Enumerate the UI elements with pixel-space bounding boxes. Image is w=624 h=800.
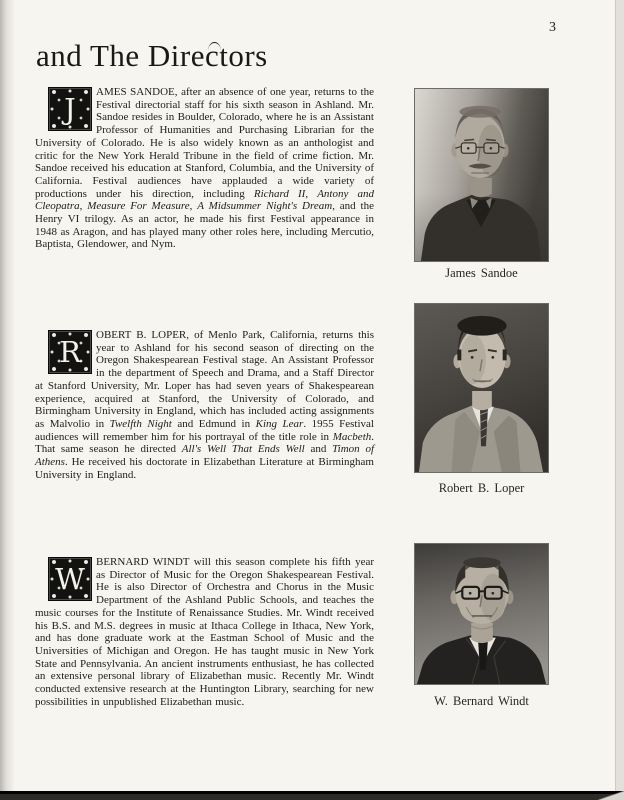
director-paragraph-text: AMES SANDOE, after an absence of one year, returns to the Festival directorial staff for his sixth season in Ashland. Mr. Sandoe resides in Boulder, Colorado, where he is an Assistant Professor of Humanities and Purchasing Librarian for the University of Colorado. He is also widely known as an anthologist and critic for the New York Herald Tribune in the field of crime fiction. Mr. Sandoe received his education at Stanford, Columbia, and the University of California. Festival audiences have applauded a wide variety of productions under his direction, including Richard II, Antony and Cleopatra, Measure For Measure, A Midsummer Night's Dream, and the Henry VI trilogy. As an actor, he made his first Festival appearance in 1948 as Aragon, and has played many other roles here, including Mercutio, Baptista, Glendower, and Nym. bbox=[35, 86, 374, 251]
page-title-post: ors bbox=[228, 38, 268, 73]
director-paragraph-bernard-windt bbox=[35, 556, 374, 708]
dropcap-initial-w: W bbox=[48, 557, 92, 601]
scan-left-edge-shadow bbox=[0, 0, 15, 791]
scan-bottom-corner bbox=[598, 791, 624, 800]
page-title bbox=[36, 38, 268, 74]
director-paragraph-james-sandoe bbox=[35, 86, 374, 251]
photo-caption-james-sandoe: James Sandoe bbox=[445, 266, 518, 280]
director-paragraph-robert-loper bbox=[35, 329, 374, 481]
photo-caption-robert-loper: Robert B. Loper bbox=[438, 481, 525, 495]
portrait-illustration bbox=[415, 89, 548, 261]
portrait-illustration bbox=[415, 304, 548, 472]
scan-bottom-edge bbox=[0, 791, 624, 800]
page-number: 3 bbox=[549, 20, 556, 35]
portrait-illustration bbox=[415, 544, 548, 684]
page-title-pre: and The Dire bbox=[36, 38, 205, 73]
dropcap-initial-r: R bbox=[48, 330, 92, 374]
dropcap-initial-j: J bbox=[48, 87, 92, 131]
scan-right-edge bbox=[615, 0, 624, 791]
photo-caption-bernard-windt: W. Bernard Windt bbox=[434, 694, 529, 708]
portrait-photo-james-sandoe bbox=[414, 88, 549, 262]
portrait-photo-robert-loper bbox=[414, 303, 549, 473]
director-paragraph-text: BERNARD WINDT will this season complete his fifth year as Director of Music for the Oregon Shakespearean Festival. He is also Director of Orchestra and Chorus in the Music Department of the Ashland Public Schools, and teaches the music courses for the Institute of Renaissance Studies. Mr. Windt received his B.S. and M.S. degrees in music at Ithaca College in Ithaca, New York, and has done graduate work at the Eastman School of Music and the Universities of Michigan and Oregon. He has taught music in New York State and Pennsylvania. An ancient instruments enthusiast, he has collected an extensive personal library of Elizabethan music. Recently Mr. Windt conducted extensive research at the Huntington Library, searching for new possibilities in unpublished Elizabethan music. bbox=[35, 556, 374, 708]
page-title-ct-ligature: ct bbox=[204, 38, 229, 73]
portrait-photo-bernard-windt bbox=[414, 543, 549, 685]
director-paragraph-text: OBERT B. LOPER, of Menlo Park, California, returns this year to Ashland for his second season of directing on the Oregon Shakespearean Festival stage. An Assistant Professor in the department of Speech and Drama, and a Staff Director at Stanford University, Mr. Loper has had seven years of Shakespearean experience, acquired at Stanford, the University of Colorado, and Birmingham University in England, which has included acting assignments as Malvolio in Twelfth Night and Edmund in King Lear. 1955 Festival audiences will remember him for his portrayal of the title role in Macbeth. That same season he directed All's Well That Ends Well and Timon of Athens. He received his doctorate in Elizabethan Literature at Birmingham University in England. bbox=[35, 329, 375, 481]
